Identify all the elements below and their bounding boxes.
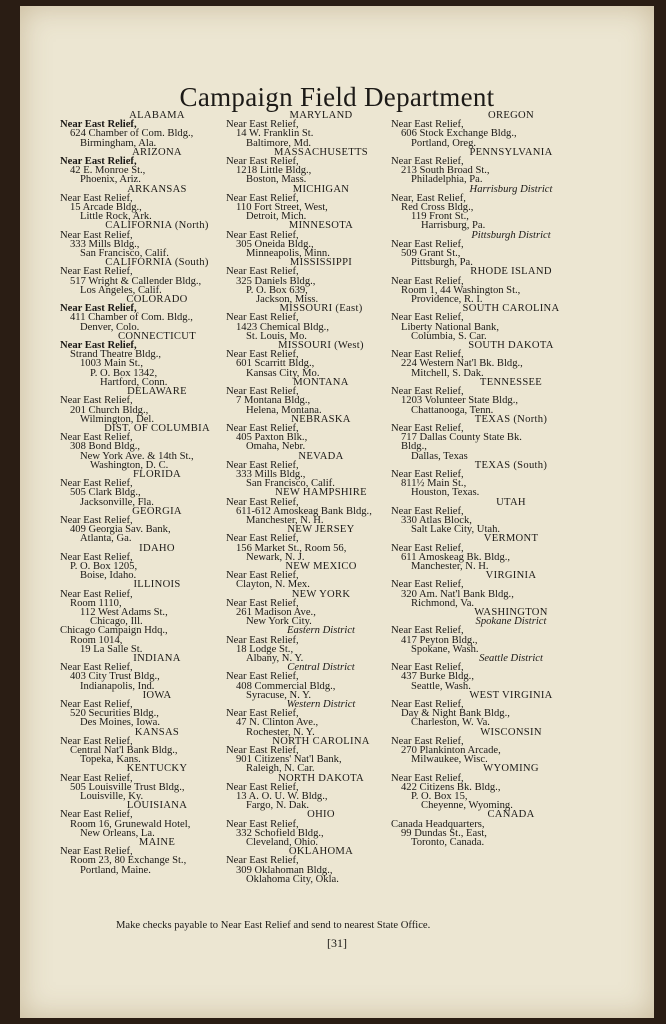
address-line: Central Nat'l Bank Bldg., — [70, 745, 178, 757]
address-line: Room 1, 44 Washington St., — [401, 284, 521, 296]
address-line: Near East Relief, — [226, 266, 299, 278]
state-heading: MICHIGAN — [292, 183, 350, 195]
address-line: Chicago Campaign Hdq., — [60, 625, 168, 637]
address-line: Near East Relief, — [391, 505, 464, 517]
address-line: Near East Relief, — [226, 422, 299, 434]
address-line: New York Ave. & 14th St., — [80, 450, 194, 462]
address-line: Louisville, Ky. — [80, 791, 144, 803]
address-line: Hartford, Conn. — [100, 376, 168, 388]
address-line: 13 A. O. U. W. Bldg., — [236, 791, 328, 803]
address-line: 330 Atlas Block, — [401, 514, 472, 526]
address-line: Manchester, N. H. — [246, 514, 324, 526]
address-line: Portland, Oreg. — [411, 137, 477, 149]
address-line: 409 Georgia Sav. Bank, — [70, 524, 171, 536]
address-line: 1218 Little Bldg., — [236, 165, 312, 177]
address-line: Houston, Texas. — [411, 487, 480, 499]
address-line: Near, East Relief, — [391, 192, 466, 204]
district-heading: Western District — [286, 699, 356, 710]
address-line: Syracuse, N. Y. — [246, 689, 312, 701]
address-line: Near East Relief, — [226, 156, 299, 168]
address-line: Near East Relief, — [60, 662, 133, 674]
state-heading: MISSOURI (West) — [278, 340, 364, 352]
state-heading: NORTH CAROLINA — [272, 735, 370, 747]
address-line: Near East Relief, — [226, 781, 299, 793]
address-line: Near East Relief, — [60, 478, 133, 490]
address-line: P. O. Box 1205, — [70, 560, 138, 572]
address-line: Near East Relief, — [226, 386, 299, 398]
state-heading: DELAWARE — [127, 386, 187, 398]
address-line: 110 Fort Street, West, — [236, 202, 328, 214]
address-line: Boston, Mass. — [246, 174, 307, 186]
address-line: Near East Relief, — [391, 735, 464, 747]
state-heading: DIST. OF COLUMBIA — [104, 422, 210, 434]
address-line: 505 Clark Bldg., — [70, 487, 141, 499]
address-line: Near East Relief, — [391, 579, 464, 591]
address-line: 19 La Salle St. — [80, 643, 143, 655]
state-heading: GEORGIA — [132, 505, 182, 517]
address-line: Near East Relief, — [60, 432, 133, 444]
address-line: 1423 Chemical Bldg., — [236, 321, 329, 333]
state-heading: FLORIDA — [132, 468, 181, 480]
address-line: Near East Relief, — [391, 662, 464, 674]
address-line: Near East Relief, — [60, 699, 133, 710]
address-line: Raleigh, N. Car. — [246, 763, 315, 775]
address-line: Baltimore, Md. — [246, 137, 312, 149]
state-heading: MONTANA — [293, 376, 349, 388]
state-heading: NEBRASKA — [291, 413, 351, 425]
address-line: 14 W. Franklin St. — [236, 128, 314, 140]
state-heading: ALABAMA — [129, 110, 185, 121]
address-line: Strand Theatre Bldg., — [70, 349, 162, 361]
state-heading: RHODE ISLAND — [470, 266, 552, 278]
footer-note: Make checks payable to Near East Relief and send to nearest State Office. — [116, 920, 431, 931]
state-heading: VIRGINIA — [485, 570, 537, 582]
address-line: New Orleans, La. — [80, 827, 155, 839]
address-line: 308 Bond Bldg., — [70, 441, 141, 453]
state-heading: NEVADA — [298, 450, 344, 462]
address-line: Near East Relief, — [391, 119, 464, 131]
state-heading: MISSISSIPPI — [289, 257, 353, 269]
state-heading: WYOMING — [483, 763, 539, 775]
address-line: Near East Relief, — [391, 468, 464, 480]
state-heading: INDIANA — [133, 652, 181, 664]
state-heading: SOUTH DAKOTA — [468, 340, 554, 352]
address-line: Near East Relief, — [226, 570, 299, 582]
address-line: Rochester, N. Y. — [246, 726, 315, 738]
address-line: Kansas City, Mo. — [246, 367, 320, 379]
directory-column-1 — [60, 111, 254, 875]
address-line: 325 Daniels Bldg., — [236, 275, 316, 287]
address-line: 405 Paxton Blk., — [236, 432, 308, 444]
address-line: Wilmington, Del. — [80, 413, 155, 425]
address-line: Near East Relief, — [226, 597, 299, 609]
address-line: 1203 Volunteer State Bldg., — [401, 395, 519, 407]
address-line: Jacksonville, Fla. — [80, 496, 154, 508]
state-heading: MARYLAND — [289, 110, 353, 121]
state-heading: CONNECTICUT — [117, 330, 197, 342]
address-line: Near East Relief, — [60, 735, 133, 747]
address-line: Near East Relief, — [60, 229, 133, 241]
address-line: St. Louis, Mo. — [246, 330, 307, 342]
directory-column-2 — [226, 111, 416, 884]
address-line: Fargo, N. Dak. — [246, 800, 310, 812]
page-number: [31] — [327, 936, 347, 950]
address-line: Mitchell, S. Dak. — [411, 367, 484, 379]
district-heading: Spokane District — [475, 616, 547, 628]
state-heading: WISCONSIN — [480, 726, 542, 738]
state-heading: NEW YORK — [291, 588, 351, 600]
address-line: 417 Peyton Bldg., — [401, 634, 478, 646]
address-line: Oklahoma City, Okla. — [246, 873, 339, 885]
address-line: 437 Burke Bldg., — [401, 671, 474, 683]
address-line: Seattle, Wash. — [411, 680, 471, 692]
address-line: Charleston, W. Va. — [411, 717, 490, 729]
address-line: P. O. Box 639, — [246, 284, 308, 296]
address-line: Helena, Montana. — [246, 404, 322, 416]
address-line: 624 Chamber of Com. Bldg., — [70, 128, 194, 140]
address-line: 811½ Main St., — [401, 478, 467, 490]
address-line: Near East Relief, — [60, 395, 133, 407]
address-line: Columbia, S. Car. — [411, 330, 487, 342]
address-line: Philadelphia, Pa. — [411, 174, 483, 186]
address-line: Near East Relief, — [226, 671, 299, 683]
address-line: Topeka, Kans. — [80, 754, 141, 766]
address-line: Providence, R. I. — [411, 294, 483, 306]
state-heading: TENNESSEE — [479, 376, 543, 388]
address-line: 156 Market St., Room 56, — [236, 542, 347, 554]
address-line: Near East Relief, — [60, 119, 137, 131]
address-line: Near East Relief, — [391, 312, 464, 324]
address-line: Atlanta, Ga. — [80, 533, 132, 545]
address-line: Washington, D. C. — [90, 459, 169, 471]
address-line: Near East Relief, — [226, 533, 299, 545]
address-line: Portland, Maine. — [80, 864, 151, 876]
address-line: Spokane, Wash. — [411, 643, 479, 655]
district-heading: Eastern District — [287, 625, 355, 637]
address-line: Milwaukee, Wisc. — [411, 754, 488, 766]
address-line: 333 Mills Bldg., — [70, 238, 140, 250]
address-line: Canada Headquarters, — [391, 818, 485, 830]
address-line: Near East Relief, — [60, 846, 133, 858]
directory-column-3 — [391, 111, 631, 847]
address-line: Near East Relief, — [391, 275, 464, 287]
address-line: 332 Schofield Bldg., — [236, 827, 324, 839]
address-line: 505 Louisville Trust Bldg., — [70, 781, 185, 793]
state-heading: CALIFORNIA (South) — [105, 257, 209, 269]
address-line: 601 Scarritt Bldg., — [236, 358, 315, 370]
state-heading: TEXAS (North) — [474, 413, 548, 425]
address-line: Denver, Colo. — [80, 321, 140, 333]
address-line: Chicago, Ill. — [90, 616, 143, 628]
address-line: Indianapolis, Ind. — [80, 680, 155, 692]
address-line: Near East Relief, — [60, 266, 133, 278]
address-line: New York City. — [246, 616, 312, 628]
address-line: Room 16, Grunewald Hotel, — [70, 818, 191, 830]
address-line: Near East Relief, — [226, 855, 299, 867]
state-heading: IOWA — [142, 689, 172, 701]
district-heading: Seattle District — [479, 652, 543, 664]
address-line: Detroit, Mich. — [246, 211, 307, 223]
state-heading: OKLAHOMA — [288, 846, 354, 858]
address-line: 517 Wright & Callender Bldg., — [70, 275, 202, 287]
address-line: Albany, N. Y. — [246, 652, 304, 664]
address-line: San Francisco, Calif. — [80, 248, 169, 260]
address-line: 411 Chamber of Com. Bldg., — [70, 312, 193, 324]
page-title: Campaign Field Department — [179, 82, 495, 112]
state-heading: PENNSYLVANIA — [469, 146, 553, 158]
address-line: Dallas, Texas — [411, 450, 468, 462]
address-line: 15 Arcade Bldg., — [70, 202, 142, 214]
address-line: Room 1014, — [70, 634, 123, 646]
state-heading: NEW HAMPSHIRE — [275, 487, 367, 499]
address-line: Near East Relief, — [391, 542, 464, 554]
address-line: 305 Oneida Bldg., — [236, 238, 314, 250]
address-line: Phoenix, Ariz. — [80, 174, 141, 186]
address-line: Harrisburg, Pa. — [421, 220, 486, 232]
address-line: Cheyenne, Wyoming. — [421, 800, 513, 812]
address-line: Des Moines, Iowa. — [80, 717, 161, 729]
address-line: Near East Relief, — [391, 349, 464, 361]
address-line: Near East Relief, — [226, 496, 299, 508]
address-line: Near East Relief, — [226, 818, 299, 830]
address-line: Boise, Idaho. — [80, 570, 137, 582]
district-heading: Pittsburgh District — [471, 229, 551, 241]
address-line: Near East Relief, — [60, 192, 133, 204]
state-heading: MISSOURI (East) — [279, 303, 363, 315]
address-line: Newark, N. J. — [246, 551, 305, 563]
address-line: Near East Relief, — [60, 340, 137, 352]
state-heading: OHIO — [307, 809, 335, 821]
address-line: 18 Lodge St., — [236, 643, 294, 655]
state-heading: MINNESOTA — [288, 220, 354, 232]
address-line: 320 Am. Nat'l Bank Bldg., — [401, 588, 514, 600]
address-line: P. O. Box 1342, — [90, 367, 158, 379]
address-line: 333 Mills Bldg., — [236, 468, 306, 480]
address-line: San Francisco, Calif. — [246, 478, 335, 490]
state-heading: ARKANSAS — [127, 183, 187, 195]
address-line: Day & Night Bank Bldg., — [401, 708, 510, 720]
address-line: 261 Madison Ave., — [236, 606, 316, 618]
address-line: 717 Dallas County State Bk. — [401, 432, 522, 444]
address-line: Jackson, Miss. — [256, 294, 319, 306]
address-line: Room 23, 80 Exchange St., — [70, 855, 187, 867]
address-line: Near East Relief, — [226, 229, 299, 241]
document-page — [20, 6, 654, 1018]
address-line: Near East Relief, — [226, 349, 299, 361]
state-heading: CANADA — [487, 809, 535, 821]
address-line: Near East Relief, — [391, 238, 464, 250]
state-heading: WASHINGTON — [474, 606, 548, 618]
address-line: Bldg., — [401, 441, 427, 453]
address-line: Near East Relief, — [391, 156, 464, 168]
address-line: 1003 Main St., — [80, 358, 143, 370]
state-heading: CALIFORNIA (North) — [105, 220, 209, 232]
state-heading: LOUISIANA — [126, 800, 188, 812]
address-line: Omaha, Nebr. — [246, 441, 306, 453]
address-line: Minneapolis, Minn. — [246, 248, 330, 260]
address-line: Near East Relief, — [226, 119, 299, 131]
address-line: Richmond, Va. — [411, 597, 475, 609]
state-heading: ARIZONA — [132, 146, 182, 158]
state-heading: IDAHO — [139, 542, 175, 554]
address-line: 213 South Broad St., — [401, 165, 490, 177]
address-line: Manchester, N. H. — [411, 560, 489, 572]
address-line: Near East Relief, — [391, 625, 464, 637]
address-line: Near East Relief, — [226, 634, 299, 646]
state-heading: NORTH DAKOTA — [278, 772, 364, 784]
address-line: Red Cross Bldg., — [401, 202, 474, 214]
address-line: Near East Relief, — [60, 303, 137, 315]
address-line: 901 Citizens' Nat'l Bank, — [236, 754, 342, 766]
address-line: 112 West Adams St., — [80, 606, 168, 618]
address-line: Near East Relief, — [60, 809, 133, 821]
state-heading: NEW MEXICO — [285, 560, 357, 572]
state-heading: NEW JERSEY — [287, 524, 355, 536]
state-heading: KENTUCKY — [126, 763, 188, 775]
address-line: Near East Relief, — [60, 514, 133, 526]
address-line: 408 Commercial Bldg., — [236, 680, 336, 692]
address-line: Near East Relief, — [60, 772, 133, 784]
address-line: Near East Relief, — [226, 459, 299, 471]
address-line: 611-612 Amoskeag Bank Bldg., — [236, 505, 372, 517]
state-heading: MAINE — [138, 837, 176, 849]
address-line: 270 Plankinton Arcade, — [401, 745, 501, 757]
address-line: Near East Relief, — [391, 772, 464, 784]
address-line: Cleveland, Ohio. — [246, 837, 319, 849]
address-line: Pittsburgh, Pa. — [411, 257, 473, 269]
address-line: 201 Church Bldg., — [70, 404, 149, 416]
state-heading: SOUTH CAROLINA — [462, 303, 560, 315]
state-heading: TEXAS (South) — [474, 459, 548, 471]
address-line: Near East Relief, — [391, 386, 464, 398]
address-line: Near East Relief, — [60, 588, 133, 600]
district-heading: Central District — [287, 662, 355, 674]
address-line: 119 Front St., — [411, 211, 469, 223]
address-line: 99 Dundas St., East, — [401, 827, 487, 839]
state-heading: WEST VIRGINIA — [469, 689, 553, 701]
address-line: 606 Stock Exchange Bldg., — [401, 128, 517, 140]
address-line: Near East Relief, — [60, 551, 133, 563]
state-heading: OREGON — [488, 110, 534, 121]
state-heading: ILLINOIS — [133, 579, 181, 591]
address-line: Los Angeles, Calif. — [80, 284, 162, 296]
address-line: 309 Oklahoman Bldg., — [236, 864, 333, 876]
address-line: Near East Relief, — [391, 422, 464, 434]
address-line: Near East Relief, — [226, 708, 299, 720]
address-line: 47 N. Clinton Ave., — [236, 717, 319, 729]
address-line: Near East Relief, — [226, 192, 299, 204]
address-line: Liberty National Bank, — [401, 321, 499, 333]
address-line: Chattanooga, Tenn. — [411, 404, 494, 416]
address-line: 509 Grant St., — [401, 248, 461, 260]
address-line: Room 1110, — [70, 597, 122, 609]
address-line: Salt Lake City, Utah. — [411, 524, 501, 536]
state-heading: UTAH — [496, 496, 526, 508]
address-line: Near East Relief, — [226, 312, 299, 324]
address-line: 7 Montana Bldg., — [236, 395, 311, 407]
state-heading: KANSAS — [134, 726, 180, 738]
address-line: Near East Relief, — [391, 699, 464, 710]
address-line: Clayton, N. Mex. — [236, 579, 310, 591]
address-line: Birmingham, Ala. — [80, 137, 157, 149]
district-heading: Harrisburg District — [469, 183, 553, 195]
address-line: 422 Citizens Bk. Bldg., — [401, 781, 501, 793]
address-line: Near East Relief, — [60, 156, 137, 168]
address-line: Near East Relief, — [226, 745, 299, 757]
state-heading: COLORADO — [126, 294, 188, 306]
address-line: 520 Securities Bldg., — [70, 708, 159, 720]
address-line: P. O. Box 15, — [411, 791, 468, 803]
address-line: Little Rock, Ark. — [80, 211, 152, 223]
address-line: 42 E. Monroe St., — [70, 165, 146, 177]
address-line: 611 Amoskeag Bk. Bldg., — [401, 551, 511, 563]
state-heading: VERMONT — [483, 533, 539, 545]
address-line: Toronto, Canada. — [411, 837, 485, 849]
address-line: 403 City Trust Bldg., — [70, 671, 160, 683]
address-line: 224 Western Nat'l Bk. Bldg., — [401, 358, 523, 370]
state-heading: MASSACHUSETTS — [274, 146, 368, 158]
